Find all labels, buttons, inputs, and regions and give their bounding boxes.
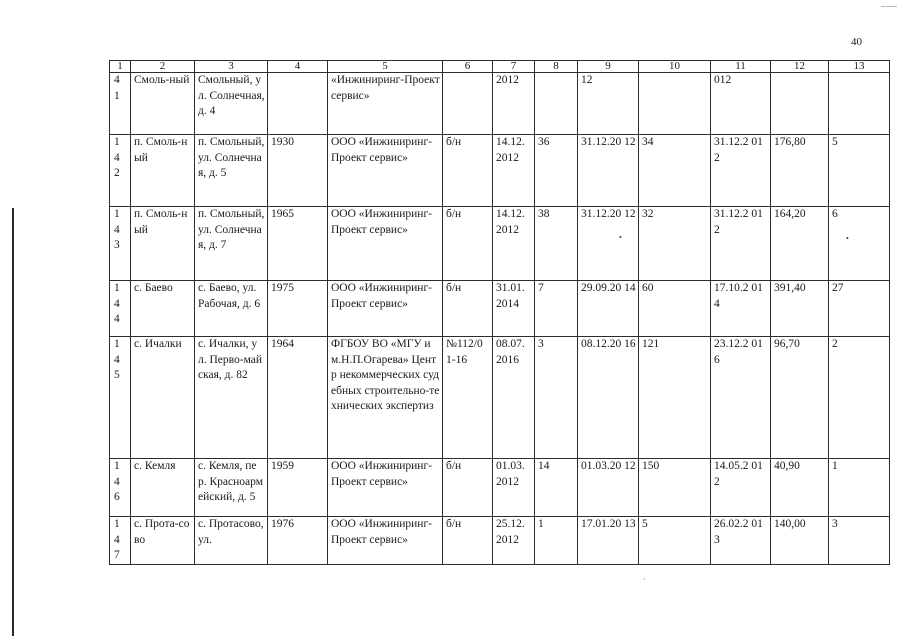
address-cell: Смольный, ул. Солнечная, д. 4 <box>195 73 268 135</box>
col13-cell: 1 <box>829 459 890 517</box>
year-cell: 1959 <box>268 459 328 517</box>
scan-edge-shadow <box>12 208 14 636</box>
header-cell-13: 13 <box>829 61 890 73</box>
col13-cell: 5 <box>829 135 890 207</box>
locality-cell: с. Прота-сово <box>131 517 195 565</box>
locality-cell: с. Ичалки <box>131 337 195 459</box>
year-cell: 1975 <box>268 281 328 337</box>
row-number-digit: 1 <box>114 460 120 472</box>
col13-cell: 3 <box>829 517 890 565</box>
col11-cell: 012 <box>711 73 771 135</box>
year-cell: 1976 <box>268 517 328 565</box>
row-number-digit: 1 <box>114 282 120 294</box>
col11-cell: 14.05.2 012 <box>711 459 771 517</box>
table-row <box>110 459 890 517</box>
col12-cell: 40,90 <box>771 459 829 517</box>
col10-cell: 121 <box>639 337 711 459</box>
row-number-cell <box>110 459 131 517</box>
locality-cell: с. Кемля <box>131 459 195 517</box>
col12-cell: 391,40 <box>771 281 829 337</box>
col8-cell: 1 <box>535 517 578 565</box>
col10-cell: 32 <box>639 207 711 281</box>
row-number-digit: 6 <box>114 491 120 503</box>
col8-cell: 14 <box>535 459 578 517</box>
organization-cell: «Инжиниринг-Проект сервис» <box>328 73 443 135</box>
organization-cell: ООО «Инжиниринг-Проект сервис» <box>328 459 443 517</box>
header-cell-1: 1 <box>110 61 131 73</box>
row-number-digit: 1 <box>114 518 120 530</box>
organization-cell: ООО «Инжиниринг-Проект сервис» <box>328 207 443 281</box>
col11-cell: 17.10.2 014 <box>711 281 771 337</box>
doc-number-cell: б/н <box>443 281 493 337</box>
row-number-digit: 2 <box>114 167 120 179</box>
row-number-digit: 4 <box>114 151 120 164</box>
col12-cell: 96,70 <box>771 337 829 459</box>
header-cell-3: 3 <box>195 61 268 73</box>
col12-cell: 176,80 <box>771 135 829 207</box>
scan-corner-mark <box>881 6 897 7</box>
doc-date-cell: 14.12. 2012 <box>493 135 535 207</box>
row-number-digit: 4 <box>114 313 120 325</box>
page-number: 40 <box>851 36 862 48</box>
col9-cell: 31.12.20 12 <box>578 135 639 207</box>
header-cell-6: 6 <box>443 61 493 73</box>
doc-date-cell: 08.07. 2016 <box>493 337 535 459</box>
doc-date-cell: 31.01. 2014 <box>493 281 535 337</box>
table-row <box>110 517 890 565</box>
year-cell: 1964 <box>268 337 328 459</box>
locality-cell: Смоль-ный <box>131 73 195 135</box>
row-number-digit: 4 <box>114 353 120 366</box>
col10-cell: 60 <box>639 281 711 337</box>
col10-cell: 5 <box>639 517 711 565</box>
scan-speck: • <box>846 234 849 243</box>
col8-cell: 7 <box>535 281 578 337</box>
table-row <box>110 73 890 135</box>
doc-number-cell: б/н <box>443 459 493 517</box>
row-number-digit: 4 <box>114 475 120 488</box>
table-row <box>110 337 890 459</box>
col9-cell: 08.12.20 16 <box>578 337 639 459</box>
address-cell: с. Протасово, ул. <box>195 517 268 565</box>
organization-cell: ООО «Инжиниринг-Проект сервис» <box>328 135 443 207</box>
col12-cell: 164,20 <box>771 207 829 281</box>
col12-cell: 140,00 <box>771 517 829 565</box>
col9-cell: 17.01.20 13 <box>578 517 639 565</box>
col9-cell: 01.03.20 12 <box>578 459 639 517</box>
col9-cell: 12 <box>578 73 639 135</box>
header-cell-12: 12 <box>771 61 829 73</box>
col10-cell: 34 <box>639 135 711 207</box>
address-cell: с. Ичалки, ул. Перво-майская, д. 82 <box>195 337 268 459</box>
row-number-digit: 1 <box>114 136 120 148</box>
organization-cell: ФГБОУ ВО «МГУ им.Н.П.Огарева» Центр некоммерческих судебных строительно-технических экспертиз <box>328 337 443 459</box>
col11-cell: 26.02.2 013 <box>711 517 771 565</box>
row-number-digit: 4 <box>114 223 120 236</box>
row-number-digit: 1 <box>114 89 120 102</box>
year-cell: 1930 <box>268 135 328 207</box>
col10-cell: 150 <box>639 459 711 517</box>
col11-cell: 31.12.2 012 <box>711 207 771 281</box>
col13-cell <box>829 73 890 135</box>
locality-cell: с. Баево <box>131 281 195 337</box>
doc-number-cell: б/н <box>443 517 493 565</box>
row-number-digit: 4 <box>114 297 120 310</box>
header-cell-7: 7 <box>493 61 535 73</box>
row-number-cell <box>110 337 131 459</box>
register-table <box>109 60 890 565</box>
col8-cell: 36 <box>535 135 578 207</box>
header-cell-4: 4 <box>268 61 328 73</box>
doc-date-cell: 2012 <box>493 73 535 135</box>
header-cell-9: 9 <box>578 61 639 73</box>
address-cell: п. Смольный, ул. Солнечная, д. 7 <box>195 207 268 281</box>
col8-cell: 3 <box>535 337 578 459</box>
header-cell-5: 5 <box>328 61 443 73</box>
col11-cell: 31.12.2 012 <box>711 135 771 207</box>
col13-cell: 27 <box>829 281 890 337</box>
organization-cell: ООО «Инжиниринг-Проект сервис» <box>328 517 443 565</box>
header-cell-10: 10 <box>639 61 711 73</box>
doc-number-cell: №112/0 1-16 <box>443 337 493 459</box>
address-cell: п. Смольный, ул. Солнечная, д. 5 <box>195 135 268 207</box>
header-cell-8: 8 <box>535 61 578 73</box>
year-cell <box>268 73 328 135</box>
row-number-cell <box>110 517 131 565</box>
col9-cell: 29.09.20 14 <box>578 281 639 337</box>
doc-number-cell: б/н <box>443 135 493 207</box>
scan-speck: • <box>619 233 622 242</box>
col9-cell: 31.12.20 12 <box>578 207 639 281</box>
header-cell-11: 11 <box>711 61 771 73</box>
doc-date-cell: 14.12. 2012 <box>493 207 535 281</box>
row-number-cell <box>110 281 131 337</box>
row-number-digit: 1 <box>114 338 120 350</box>
row-number-digit: 1 <box>114 208 120 220</box>
row-number-digit: 4 <box>114 533 120 546</box>
locality-cell: п. Смоль-ный <box>131 135 195 207</box>
address-cell: с. Баево, ул. Рабочая, д. 6 <box>195 281 268 337</box>
col13-cell: 6 <box>829 207 890 281</box>
table-body <box>110 61 890 565</box>
row-number-digit: 5 <box>114 369 120 381</box>
col8-cell <box>535 73 578 135</box>
doc-number-cell <box>443 73 493 135</box>
col8-cell: 38 <box>535 207 578 281</box>
locality-cell: п. Смоль-ный <box>131 207 195 281</box>
organization-cell: ООО «Инжиниринг-Проект сервис» <box>328 281 443 337</box>
header-row <box>110 61 890 73</box>
doc-date-cell: 25.12. 2012 <box>493 517 535 565</box>
col13-cell: 2 <box>829 337 890 459</box>
doc-date-cell: 01.03. 2012 <box>493 459 535 517</box>
row-number-cell <box>110 135 131 207</box>
table-row <box>110 281 890 337</box>
table-row <box>110 135 890 207</box>
col12-cell <box>771 73 829 135</box>
address-cell: с. Кемля, пер. Красноарм ейский, д. 5 <box>195 459 268 517</box>
year-cell: 1965 <box>268 207 328 281</box>
header-cell-2: 2 <box>131 61 195 73</box>
col11-cell: 23.12.2 016 <box>711 337 771 459</box>
col10-cell <box>639 73 711 135</box>
row-number-digit: 4 <box>114 74 120 86</box>
row-number-digit: 7 <box>114 549 120 561</box>
doc-number-cell: б/н <box>443 207 493 281</box>
row-number-cell <box>110 73 131 135</box>
scan-speck: · <box>643 575 646 584</box>
row-number-cell <box>110 207 131 281</box>
table-row <box>110 207 890 281</box>
row-number-digit: 3 <box>114 239 120 251</box>
